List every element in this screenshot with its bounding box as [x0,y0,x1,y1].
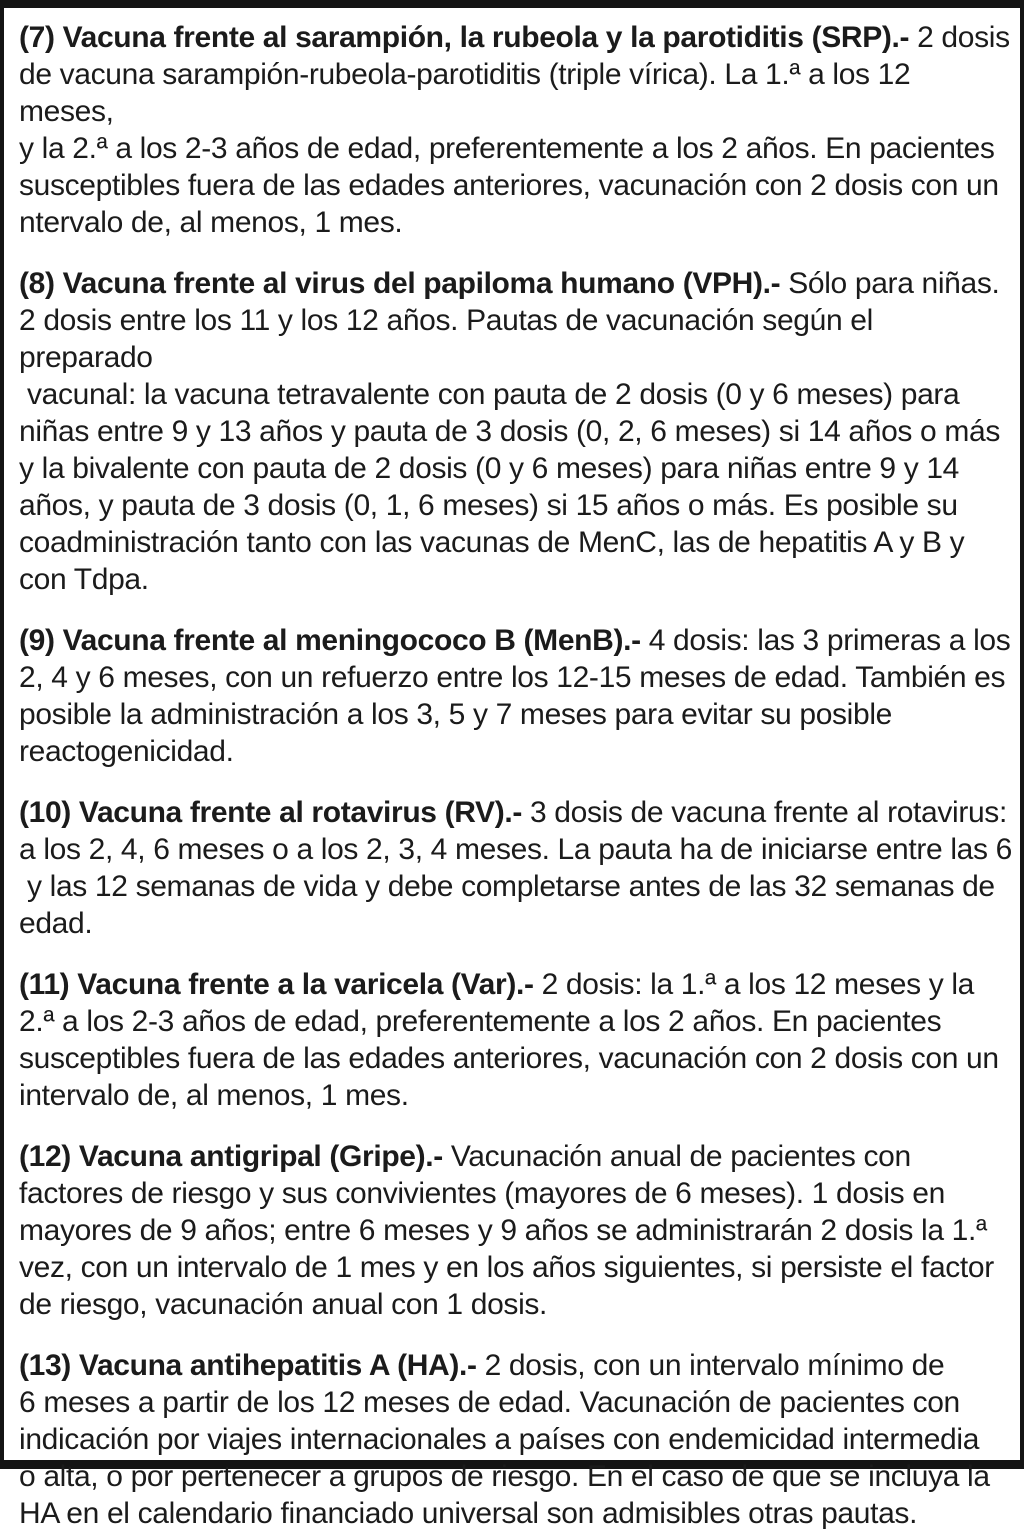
text-line [19,868,1012,905]
text-line [19,966,1012,1003]
text-line [19,1286,1012,1323]
paragraph-lead-bold: (11) Vacuna frente a la varicela (Var).- [19,968,534,1001]
text-line [19,831,1012,868]
paragraph-text: HA en el calendario financiado universal son admisibles otras pautas. [19,1497,918,1530]
text-line [19,1249,1012,1286]
paragraph-text: Vacunación anual de pacientes con [442,1140,911,1173]
paragraph-text: factores de riesgo y sus convivientes (mayores de 6 meses). 1 dosis en [19,1177,945,1210]
text-line [19,524,1012,561]
paragraph-text: 4 dosis: las 3 primeras a los [640,624,1011,657]
paragraph-text: susceptibles fuera de las edades anteriores, vacunación con 2 dosis con un [19,1042,999,1075]
paragraph-8 [19,265,1012,598]
text-line [19,696,1012,733]
paragraph-text: y las 12 semanas de vida y debe completarse antes de las 32 semanas de [19,870,995,903]
paragraph-text: mayores de 9 años; entre 6 meses y 9 años se administrarán 2 dosis la 1.ª [19,1214,987,1247]
text-line [19,1495,1012,1532]
paragraph-10 [19,794,1012,942]
paragraph-text: 2 dosis entre los 11 y los 12 años. Pautas de vacunación según el preparado [19,304,881,374]
paragraph-text: susceptibles fuera de las edades anteriores, vacunación con 2 dosis con un [19,169,999,202]
text-line [19,794,1012,831]
paragraph-12 [19,1138,1012,1323]
text-line [19,56,1012,130]
text-line [19,167,1012,204]
text-line [19,733,1012,770]
text-line [19,1003,1012,1040]
paragraph-lead-bold: (10) Vacuna frente al rotavirus (RV).- [19,796,522,829]
text-line [19,487,1012,524]
paragraph-text: edad. [19,907,93,940]
text-line [19,659,1012,696]
paragraph-text: indicación por viajes internacionales a países con endemicidad intermedia [19,1423,980,1456]
paragraph-text: reactogenicidad. [19,735,234,768]
text-line [19,1175,1012,1212]
paragraph-lead-bold: (13) Vacuna antihepatitis A (HA).- [19,1349,477,1382]
paragraph-text: o alta, o por pertenecer a grupos de riesgo. En el caso de que se incluya la [19,1460,990,1493]
paragraph-text: y la bivalente con pauta de 2 dosis (0 y 6 meses) para niñas entre 9 y 14 [19,452,960,485]
text-line [19,561,1012,598]
paragraph-text: vacunal: la vacuna tetravalente con pauta de 2 dosis (0 y 6 meses) para [19,378,960,411]
text-line [19,19,1012,56]
paragraph-text: de riesgo, vacunación anual con 1 dosis. [19,1288,548,1321]
paragraph-9 [19,622,1012,770]
text-line [19,1138,1012,1175]
paragraph-text: 6 meses a partir de los 12 meses de edad. Vacunación de pacientes con [19,1386,960,1419]
paragraph-text: Sólo para niñas. [780,267,1000,300]
paragraph-text: coadministración tanto con las vacunas de MenC, las de hepatitis A y B y [19,526,965,559]
vaccine-footnotes-text-block [19,19,1012,1532]
text-line [19,1040,1012,1077]
paragraph-lead-bold: (8) Vacuna frente al virus del papiloma humano (VPH).- [19,267,781,300]
text-line [19,413,1012,450]
paragraph-lead-bold: (9) Vacuna frente al meningococo B (MenB).- [19,624,641,657]
text-line [19,1347,1012,1384]
paragraph-text: de vacuna sarampión-rubeola-parotiditis (triple vírica). La 1.ª a los 12 meses, [19,58,919,128]
text-line [19,1421,1012,1458]
paragraph-11 [19,966,1012,1114]
paragraph-text: intervalo de, al menos, 1 mes. [19,1079,409,1112]
paragraph-lead-bold: (12) Vacuna antigripal (Gripe).- [19,1140,443,1173]
text-line [19,265,1012,302]
text-line [19,1212,1012,1249]
text-line [19,204,1012,241]
text-line [19,376,1012,413]
text-line [19,302,1012,376]
paragraph-text: vez, con un intervalo de 1 mes y en los años siguientes, si persiste el factor [19,1251,994,1284]
text-line [19,450,1012,487]
paragraph-text: posible la administración a los 3, 5 y 7 meses para evitar su posible [19,698,892,731]
paragraph-text: y la 2.ª a los 2-3 años de edad, preferentemente a los 2 años. En pacientes [19,132,995,165]
paragraph-text: a los 2, 4, 6 meses o a los 2, 3, 4 meses. La pauta ha de iniciarse entre las 6 [19,833,1012,866]
text-line [19,1384,1012,1421]
paragraph-text: 2 dosis: la 1.ª a los 12 meses y la [533,968,974,1001]
paragraph-text: años, y pauta de 3 dosis (0, 1, 6 meses) si 15 años o más. Es posible su [19,489,958,522]
paragraph-7 [19,19,1012,241]
paragraph-text: 2.ª a los 2-3 años de edad, preferentemente a los 2 años. En pacientes [19,1005,942,1038]
paragraph-text: ntervalo de, al menos, 1 mes. [19,206,403,239]
paragraph-13 [19,1347,1012,1532]
paragraph-text: 2 dosis, con un intervalo mínimo de [476,1349,945,1382]
text-line [19,130,1012,167]
text-line [19,905,1012,942]
paragraph-text: 3 dosis de vacuna frente al rotavirus: [521,796,1007,829]
paragraph-text: niñas entre 9 y 13 años y pauta de 3 dosis (0, 2, 6 meses) si 14 años o más [19,415,1000,448]
paragraph-lead-bold: (7) Vacuna frente al sarampión, la rubeola y la parotiditis (SRP).- [19,21,910,54]
text-line [19,1458,1012,1495]
text-line [19,622,1012,659]
paragraph-text: 2 dosis [909,21,1010,54]
paragraph-text: 2, 4 y 6 meses, con un refuerzo entre los 12-15 meses de edad. También es [19,661,1006,694]
text-line [19,1077,1012,1114]
paragraph-text: con Tdpa. [19,563,149,596]
